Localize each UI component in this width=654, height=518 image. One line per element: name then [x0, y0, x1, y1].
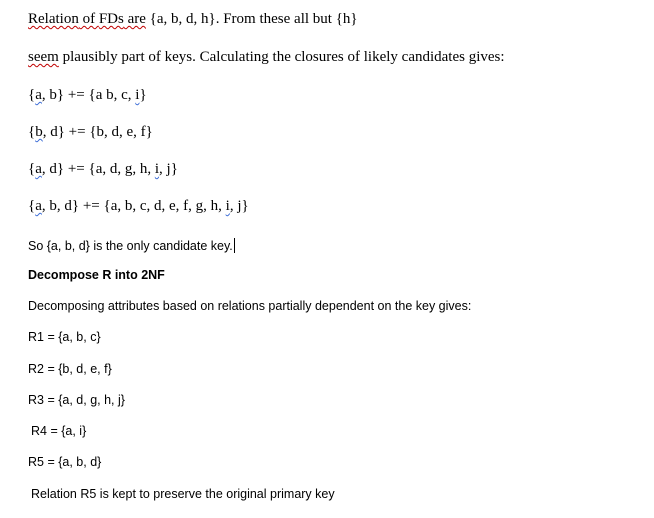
closure-ab-close: } [139, 87, 147, 103]
closure-ad-open: { [28, 161, 36, 177]
closure-bd-b: b [35, 124, 43, 140]
text-candidate-key: So {a, b, d} is the only candidate key. [28, 239, 233, 253]
paragraph-r5-note [31, 488, 335, 501]
paragraph-candidate-key [28, 238, 235, 253]
relation-r3-text: R3 = {a, d, g, h, j} [28, 393, 125, 407]
paragraph-relation-fds [28, 12, 358, 27]
closure-ab [28, 88, 147, 103]
relation-r5 [28, 456, 101, 469]
text-cursor [234, 238, 235, 253]
closure-ad-close: , j} [159, 161, 178, 177]
paragraph-decomposing-intro [28, 300, 471, 313]
word-fds: FDs [98, 11, 124, 27]
closure-ab-a: a [35, 87, 42, 103]
word-are: are [123, 11, 146, 27]
relation-r2-text: R2 = {b, d, e, f} [28, 362, 112, 376]
text-r5-note: Relation R5 is kept to preserve the original primary key [31, 487, 335, 501]
heading-decompose-2nf [28, 269, 165, 282]
closure-abd-open: { [28, 198, 36, 214]
closure-abd-rest: , b, d} += {a, b, c, d, e, f, g, h, [41, 198, 226, 214]
closure-bd-open: { [28, 124, 36, 140]
closure-ab-open: { [28, 87, 36, 103]
closure-ad-a: a [35, 161, 42, 177]
relation-r1-text: R1 = {a, b, c} [28, 330, 101, 344]
closure-ad-i: i [154, 161, 160, 177]
text-intro: Decomposing attributes based on relations partially dependent on the key gives: [28, 299, 472, 313]
word-relation: Relation [28, 11, 79, 27]
text-seem-rest: plausibly part of keys. Calculating the closures of likely candidates gives: [58, 49, 505, 65]
text-relation-rest: {a, b, d, h}. From these all but {h} [145, 11, 358, 27]
closure-abd-a: a [35, 198, 42, 214]
closure-ab-i: i [135, 87, 140, 103]
closure-bd-rest: , d} += {b, d, e, f} [42, 124, 153, 140]
closure-ab-rest: , b} += {a b, c, [41, 87, 136, 103]
relation-r1 [28, 331, 101, 344]
word-of: of [78, 11, 99, 27]
paragraph-seem-plausibly [28, 50, 505, 65]
closure-abd [28, 199, 249, 214]
relation-r4 [31, 425, 86, 438]
closure-abd-close: , j} [229, 198, 249, 214]
relation-r2 [28, 363, 112, 376]
closure-ad [28, 162, 178, 177]
relation-r3 [28, 394, 125, 407]
closure-abd-i: i [225, 198, 230, 214]
closure-bd [28, 125, 153, 140]
relation-r5-text: R5 = {a, b, d} [28, 455, 102, 469]
word-seem: seem [28, 49, 59, 65]
relation-r4-text: R4 = {a, i} [31, 424, 87, 438]
closure-ad-rest: , d} += {a, d, g, h, [41, 161, 155, 177]
heading-text: Decompose R into 2NF [28, 268, 165, 282]
